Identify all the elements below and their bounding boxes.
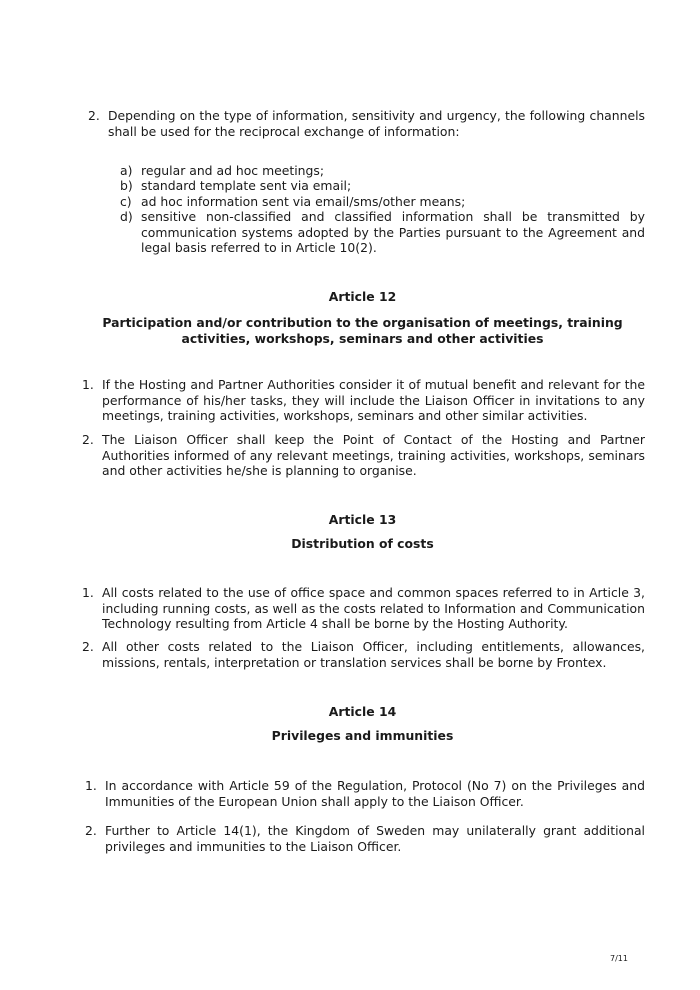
article-title: Article 14 (328, 704, 397, 719)
subitem-text: sensitive non-classified and classified information shall be transmitted by communication systems adopted by the Parties pursuant to the Agreement and legal basis referred to in Article 10(2). (141, 209, 645, 255)
article-subtitle: Privileges and immunities (271, 728, 454, 743)
item-text: All costs related to the use of office space and common spaces referred to in Article 3, including running costs, as well as the costs related to Information and Communication Technology resulting from Article 4 shall be borne by the Hosting Authority. (102, 585, 645, 631)
subitem-text: standard template sent via email; (141, 178, 352, 193)
page-number: 7/11 (610, 954, 628, 963)
subitem-text: regular and ad hoc meetings; (141, 163, 325, 178)
subitem-label: c) (120, 194, 132, 209)
subitem-label: b) (120, 178, 133, 193)
item-number: 1. (85, 778, 97, 793)
item-number: 2. (85, 823, 97, 838)
item-text: Further to Article 14(1), the Kingdom of Sweden may unilaterally grant additional privileges and immunities to the Liaison Officer. (105, 823, 645, 854)
article-title: Article 13 (328, 512, 397, 527)
item-number: 1. (82, 585, 94, 600)
article-subtitle: Participation and/or contribution to the organisation of meetings, training activities, workshops, seminars and other activities (102, 315, 623, 346)
item-text: In accordance with Article 59 of the Regulation, Protocol (No 7) on the Privileges and Immunities of the European Union shall apply to the Liaison Officer. (105, 778, 645, 809)
item-number: 2. (88, 108, 100, 123)
subitem-text: ad hoc information sent via email/sms/other means; (141, 194, 466, 209)
item-number: 2. (82, 639, 94, 654)
article-subtitle: Distribution of costs (291, 536, 434, 551)
item-number: 1. (82, 377, 94, 392)
subitem-label: a) (120, 163, 133, 178)
item-number: 2. (82, 432, 94, 447)
subitem-label: d) (120, 209, 133, 224)
item-text: Depending on the type of information, sensitivity and urgency, the following channels shall be used for the reciprocal exchange of information: (108, 108, 645, 139)
article-title: Article 12 (328, 289, 397, 304)
item-text: If the Hosting and Partner Authorities consider it of mutual benefit and relevant for the performance of his/her tasks, they will include the Liaison Officer in invitations to any meetings, training activities, workshops, seminars and other similar activities. (102, 377, 645, 423)
item-text: All other costs related to the Liaison Officer, including entitlements, allowances, missions, rentals, interpretation or translation services shall be borne by Frontex. (102, 639, 645, 670)
item-text: The Liaison Officer shall keep the Point of Contact of the Hosting and Partner Authorities informed of any relevant meetings, training activities, workshops, seminars and other activities he/she is planning to organise. (102, 432, 645, 478)
